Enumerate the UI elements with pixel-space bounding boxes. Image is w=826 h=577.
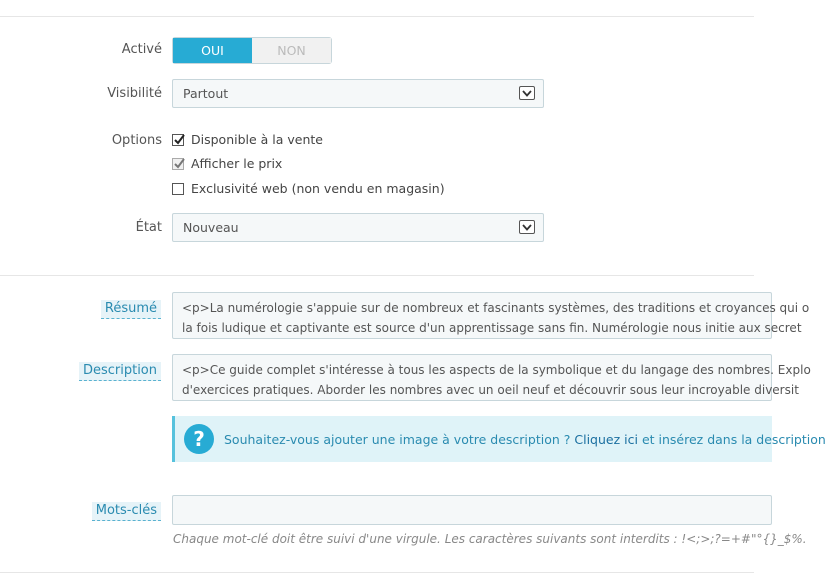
image-notice-alert — [172, 416, 826, 462]
options-label: Options — [111, 133, 162, 148]
bottom-divider — [0, 572, 754, 573]
click-here-link[interactable]: Cliquez ici — [574, 431, 638, 447]
question-icon: ? — [184, 424, 214, 454]
top-divider — [0, 16, 754, 17]
visibility-value: Partout — [183, 86, 229, 101]
option-web-exclusive[interactable] — [172, 181, 445, 196]
description-label[interactable]: Description — [79, 362, 161, 381]
active-no-option[interactable]: NON — [252, 38, 331, 63]
condition-select[interactable] — [172, 213, 544, 242]
description-textarea[interactable] — [172, 354, 811, 401]
web-exclusive-checkbox-label: Exclusivité web (non vendu en magasin) — [191, 181, 445, 196]
active-label: Activé — [121, 42, 162, 57]
available-checkbox-label: Disponible à la vente — [191, 132, 324, 147]
show-price-checkbox-label: Afficher le prix — [191, 156, 283, 171]
description-line-1: <p>Ce guide complet s'intéresse à tous les aspects de la symbolique et du langage des nombres. Explo — [182, 363, 811, 377]
visibility-select[interactable] — [172, 79, 544, 108]
keywords-help-text: Chaque mot-clé doit être suivi d'une virgule. Les caractères suivants sont interdits : !<;>;?=+#"°{}_$%. — [173, 532, 807, 546]
summary-textarea[interactable] — [172, 292, 810, 339]
chevron-down-icon[interactable] — [519, 86, 535, 100]
available-checkbox[interactable] — [172, 134, 184, 146]
web-exclusive-checkbox[interactable] — [172, 183, 184, 195]
active-yes-option[interactable]: OUI — [173, 38, 252, 63]
summary-line-2: la fois ludique et captivante est source d'un apprentissage sans fin. Numérologie nous initie aux secret — [182, 321, 802, 335]
condition-label: État — [135, 220, 162, 235]
keywords-input[interactable] — [172, 495, 772, 525]
condition-value: Nouveau — [183, 220, 239, 235]
keywords-label[interactable]: Mots-clés — [92, 502, 161, 521]
section-divider — [0, 275, 754, 276]
option-available-for-order[interactable] — [172, 132, 323, 147]
option-show-price[interactable] — [172, 156, 282, 171]
summary-label[interactable]: Résumé — [101, 300, 161, 319]
image-notice-text: Souhaitez-vous ajouter une image à votre description ? Cliquez ici et insérez dans la description — [224, 431, 826, 447]
summary-line-1: <p>La numérologie s'appuie sur de nombreux et fascinants systèmes, des traditions et croyances qui o — [182, 301, 810, 315]
active-toggle[interactable] — [172, 37, 332, 64]
chevron-down-icon[interactable] — [519, 220, 535, 234]
visibility-label: Visibilité — [107, 86, 162, 101]
description-line-2: d'exercices pratiques. Aborder les nombres avec un oeil neuf et découvrir sous leur incroyable diversit — [182, 383, 799, 397]
show-price-checkbox[interactable] — [172, 158, 184, 170]
